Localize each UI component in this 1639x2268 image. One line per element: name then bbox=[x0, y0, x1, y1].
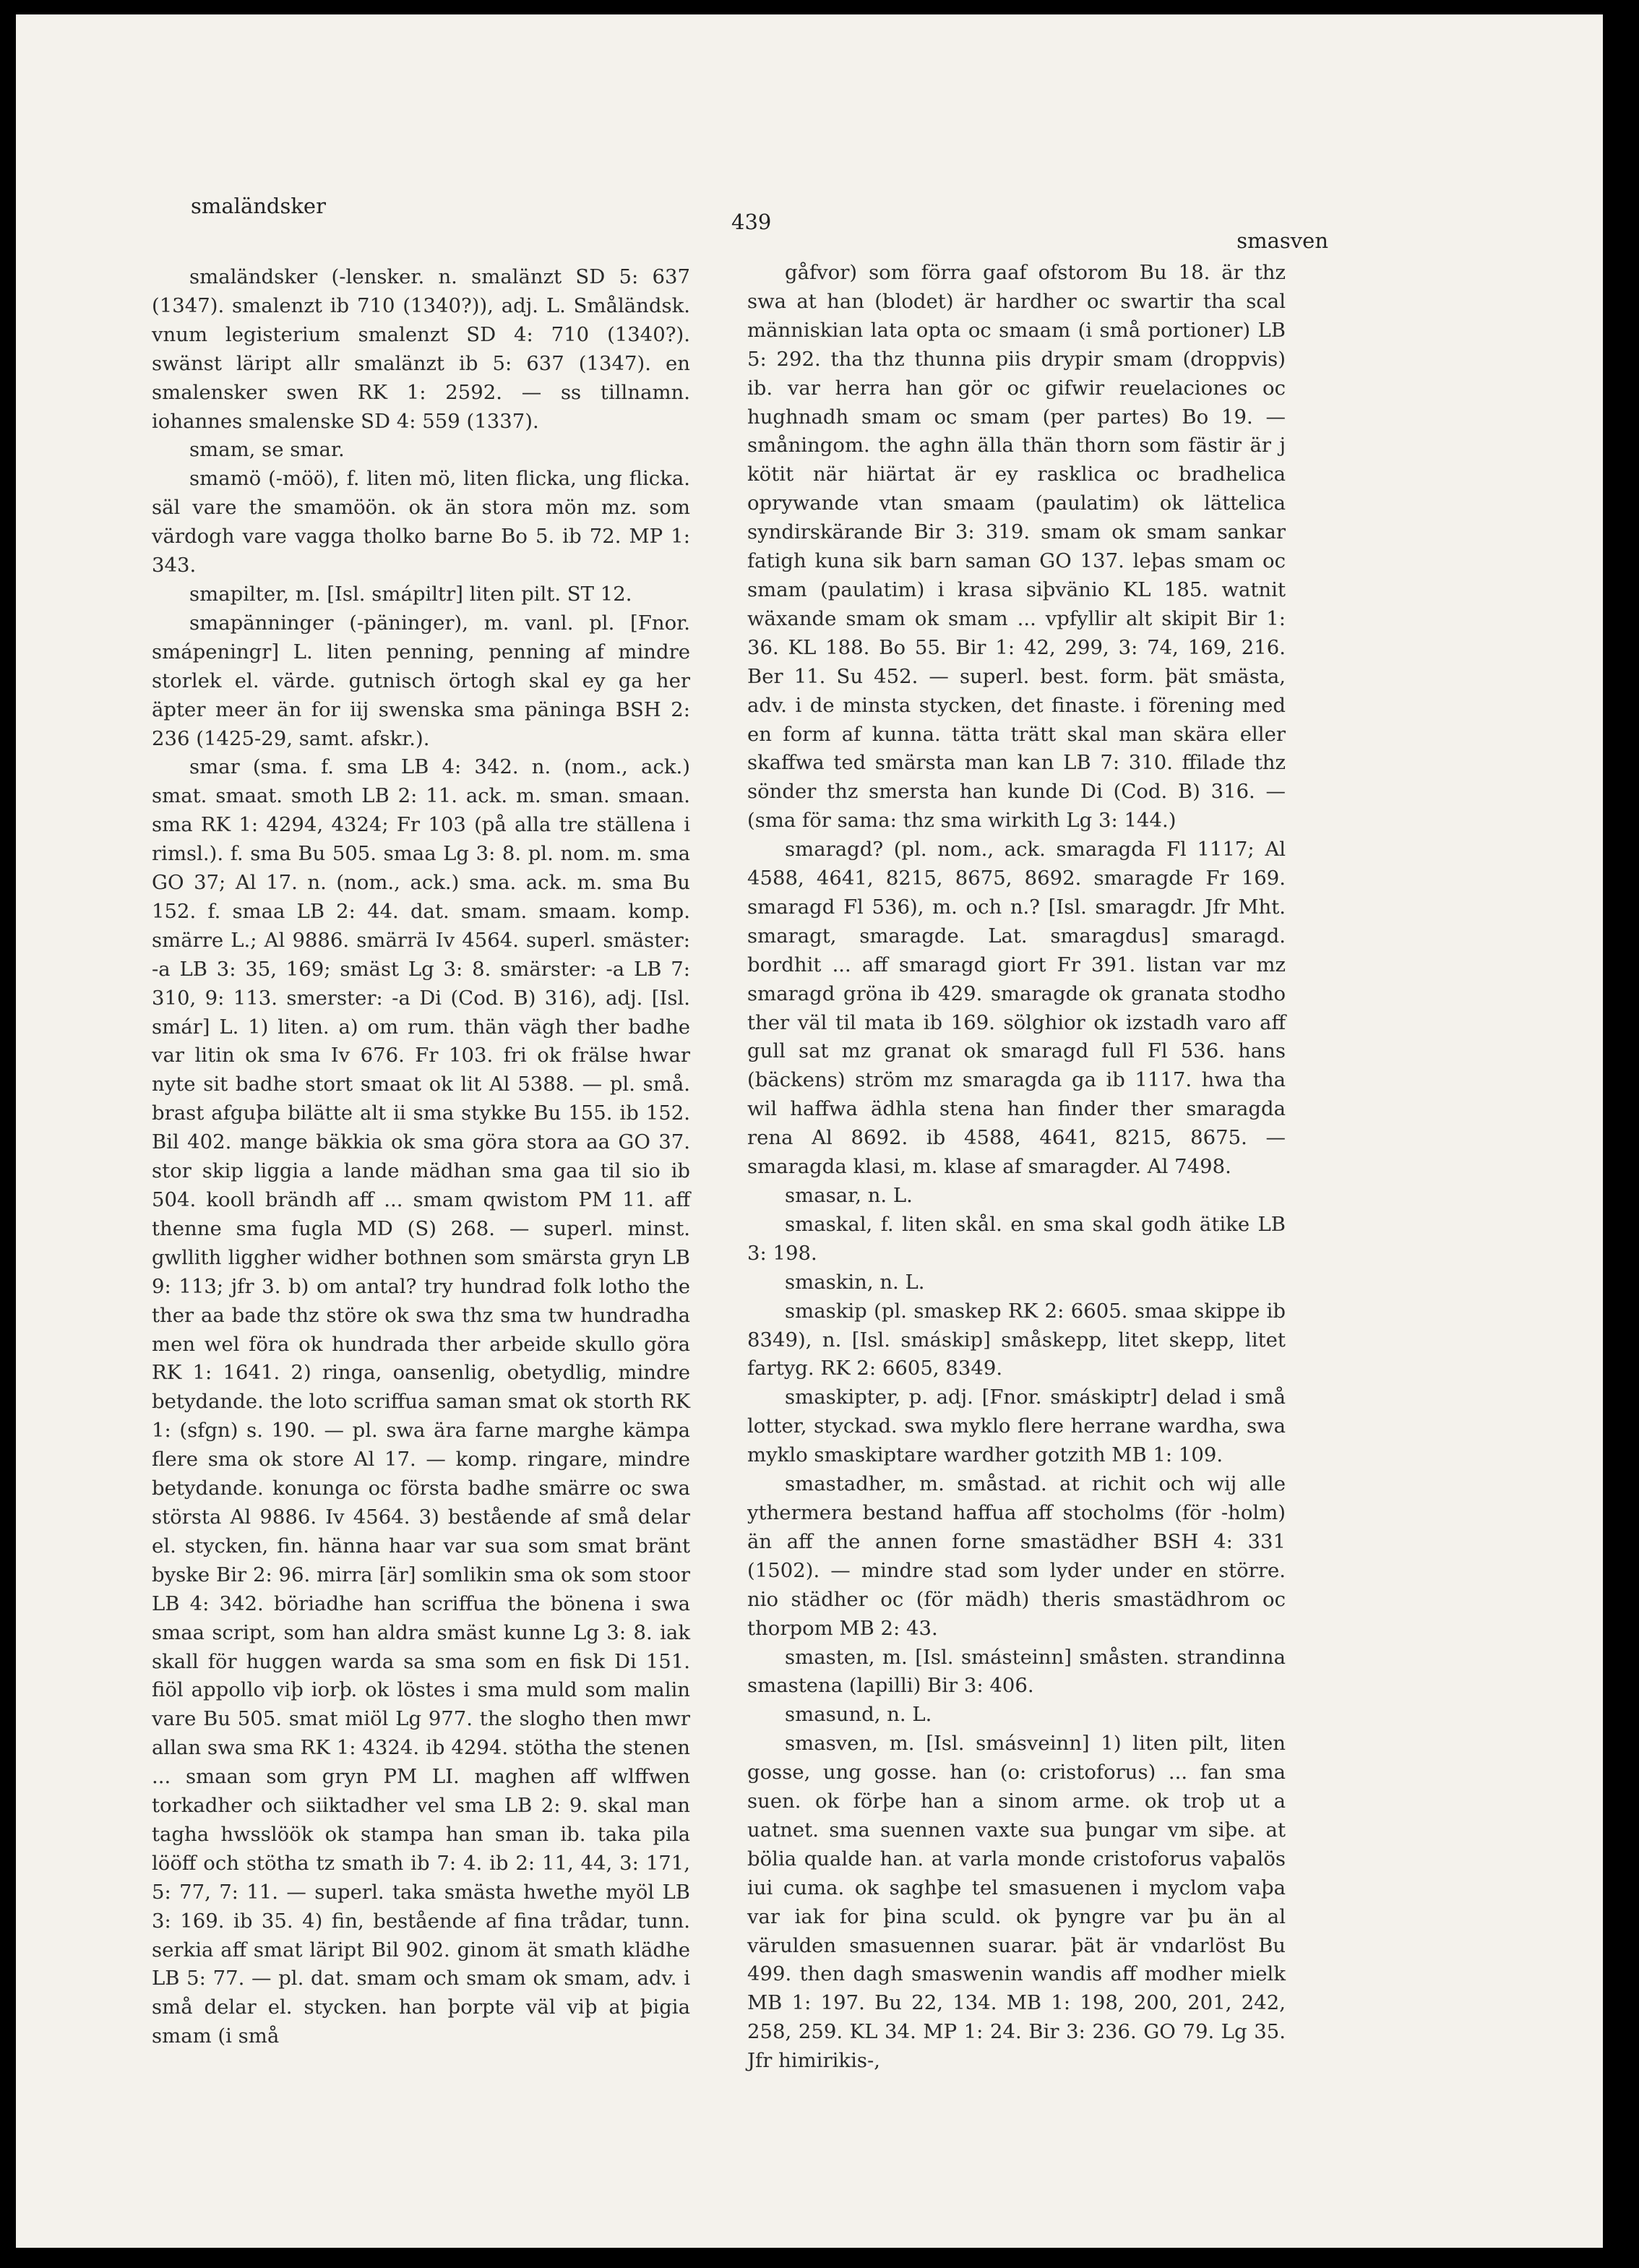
dictionary-entry: smaragd? (pl. nom., ack. smaragda Fl 1117; Al 4588, 4641, 8215, 8675, 8692. smaragde Fr 169. smaragd Fl 536), m. och n.? [Isl. smaragdr. Jfr Mht. smaragt, smaragde. Lat. smaragdus] smaragd. bordhit ... aff smaragd giort Fr 391. listan var mz smaragd gröna ib 429. smaragde ok granata stodho ther väl til mata ib 169. sölghior ok izstadh varo aff gull sat mz granat ok smaragd full Fl 536. hans (bäckens) ström mz smaragda ga ib 1117. hwa tha wil haffwa ädhla stena han finder ther smaragda rena Al 8692. ib 4588, 4641, 8215, 8675. — smaragda klasi, m. klase af smaragder. Al 7498. bbox=[747, 838, 1286, 1179]
dictionary-entry: smamö (-möö), f. liten mö, liten flicka, ung flicka. säl vare the smamöön. ok än stora mön mz. som värdogh vare vagga tholko barne Bo 5. ib 72. MP 1: 343. bbox=[152, 467, 690, 577]
running-head-left: smaländsker bbox=[191, 194, 326, 218]
dictionary-entry: smar (sma. f. sma LB 4: 342. n. (nom., ack.) smat. smaat. smoth LB 2: 11. ack. m. sman. smaan. sma RK 1: 4294, 4324; Fr 103 (på alla tre ställena i rimsl.). f. sma Bu 505. smaa Lg 3: 8. pl. nom. m. sma GO 37; Al 17. n. (nom., ack.) sma. ack. m. sma Bu 152. f. smaa LB 2: 44. dat. smam. smaam. komp. smärre L.; Al 9886. smärrä Iv 4564. superl. smäster: -a LB 3: 35, 169; smäst Lg 3: 8. smärster: -a LB 7: 310, 9: 113. smerster: -a Di (Cod. B) 316), adj. [Isl. smár] L. 1) liten. a) om rum. thän vägh ther badhe var litin ok sma Iv 676. Fr 103. fri ok frälse hwar nyte sit badhe stort smaat ok lit Al 5388. — pl. små. brast afguþa bilätte alt ii sma stykke Bu 155. ib 152. Bil 402. mange bäkkia ok sma göra stora aa GO 37. stor skip liggia a lande mädhan sma gaa til sio ib 504. kooll brändh aff ... smam qwistom PM 11. aff thenne sma fugla MD (S) 268. — superl. minst. gwllith liggher widher bothnen som smärsta gryn LB 9: 113; jfr 3. b) om antal? try hundrad folk lotho the ther aa bade thz störe ok swa thz sma tw hundradha men wel föra ok hundrada ther arbeide skullo göra RK 1: 1641. 2) ringa, oansenlig, obetydlig, mindre betydande. the loto scriffua saman smat ok storth RK 1: (sfgn) s. 190. — pl. swa ära farne marghe kämpa flere sma ok store Al 17. — komp. ringare, mindre betydande. konunga oc första badhe smärre oc swa största Al 9886. Iv 4564. 3) bestående af små delar el. stycken, fin. hänna haar var sua som smat bränt byske Bir 2: 96. mirra [är] somlikin sma ok som stoor LB 4: 342. böriadhe han scriffua the bönena i swa smaa script, som han aldra smäst kunne Lg 3: 8. iak skall för huggen warda sa sma som en fisk Di 151. fiöl appollo viþ iorþ. ok löstes i sma muld som malin vare Bu 505. smat miöl Lg 977. the slogho then mwr allan swa sma RK 1: 4324. ib 4294. stötha the stenen ... smaan som gryn PM LI. maghen aff wlffwen torkadher och siiktadher vel sma LB 2: 9. skal man tagha hwsslöök ok stampa han sman ib. taka pila lööff och stötha tz smath ib 7: 4. ib 2: 11, 44, 3: 171, 5: 77, 7: 11. — superl. taka smästa hwethe myöl LB 3: 169. ib 35. 4) fin, bestående af fina trådar, tunn. serkia aff smat läript Bil 902. ginom ät smath klädhe LB 5: 77. — pl. dat. smam och smam ok smam, adv. i små delar el. stycken. han þorpte väl viþ at þigia smam (i små bbox=[152, 755, 690, 2048]
dictionary-entry: gåfvor) som förra gaaf ofstorom Bu 18. är thz swa at han (blodet) är hardher oc swartir tha scal människian lata opta oc smaam (i små portioner) LB 5: 292. tha thz thunna piis drypir smam (droppvis) ib. var herra han gör oc gifwir reuelaciones oc hughnadh smam oc smam (per partes) Bo 19. — småningom. the aghn älla thän thorn som fästir är j kötit när hiärtat är ey rasklica oc bradhelica oprywande vtan smaam (paulatim) ok lättelica syndirskärande Bir 3: 319. smam ok smam sankar fatigh kuna sik barn saman GO 137. leþas smam oc smam (paulatim) i krasa siþvänio KL 185. watnit wäxande smam ok smam ... vpfyllir alt skipit Bir 1: 36. KL 188. Bo 55. Bir 1: 42, 299, 3: 74, 169, 216. Ber 11. Su 452. — superl. best. form. þät smästa, adv. i de minsta stycken, det finaste. i förening med en form af kunna. tätta trätt skal man skära eller skaffwa ted smärsta man kan LB 7: 310. ffilade thz sönder thz smersta han kunde Di (Cod. B) 316. — (sma för sama: thz sma wirkith Lg 3: 144.) bbox=[747, 261, 1286, 833]
page-number: 439 bbox=[731, 210, 772, 234]
dictionary-entry: smaskin, n. L. bbox=[785, 1270, 925, 1294]
dictionary-entry: smasven, m. [Isl. smásveinn] 1) liten pilt, liten gosse, ung gosse. han (o: cristoforus) ... fan sma suen. ok förþe han a sinom arme. ok troþ ut a uatnet. sma suennen vaxte sua þungar vm siþe. at bölia qualde han. at varla monde cristoforus vaþalös iui cuma. ok saghþe tel smasuenen i myclom vaþa var iak for þina sculd. ok þyngre var þu än al värulden smasuennen suarar. þät är vndarlöst Bu 499. then dagh smaswenin wandis aff modher mielk MB 1: 197. Bu 22, 134. MB 1: 198, 200, 201, 242, 258, 259. KL 34. MP 1: 24. Bir 3: 236. GO 79. Lg 35. Jfr himirikis-, bbox=[747, 1732, 1286, 2073]
running-head-right: smasven bbox=[1236, 228, 1328, 253]
left-column bbox=[152, 263, 690, 2051]
dictionary-entry: smapilter, m. [Isl. smápiltr] liten pilt. ST 12. bbox=[189, 582, 632, 606]
right-column bbox=[747, 259, 1286, 2076]
dictionary-entry: smapänninger (-päninger), m. vanl. pl. [Fnor. smápeningr] L. liten penning, penning af mindre storlek el. värde. gutnisch örtogh skal ey ga her äpter meer än for iij swenska sma päninga BSH 2: 236 (1425-29, samt. afskr.). bbox=[152, 611, 690, 750]
dictionary-entry: smasar, n. L. bbox=[785, 1184, 913, 1207]
dictionary-entry: smaskipter, p. adj. [Fnor. smáskiptr] delad i små lotter, styckad. swa myklo flere herrane wardha, swa myklo smaskiptare wardher gotzith MB 1: 109. bbox=[747, 1386, 1286, 1467]
dictionary-entry: smasund, n. L. bbox=[785, 1703, 932, 1727]
dictionary-entry: smam, se smar. bbox=[189, 438, 345, 462]
dictionary-entry: smaländsker (-lensker. n. smalänzt SD 5: 637 (1347). smalenzt ib 710 (1340?)), adj. L. Småländsk. vnum legisterium smalenzt SD 4: 710 (1340?). swänst läript allr smalänzt ib 5: 637 (1347). en smalensker swen RK 1: 2592. — ss tillnamn. iohannes smalenske SD 4: 559 (1337). bbox=[152, 265, 690, 433]
dictionary-entry: smasten, m. [Isl. smásteinn] småsten. strandinna smastena (lapilli) Bir 3: 406. bbox=[747, 1645, 1286, 1698]
dictionary-entry: smastadher, m. småstad. at richit och wij alle ythermera bestand haffua aff stocholms (för -holm) än aff the annen forne smastädher BSH 4: 331 (1502). — mindre stad som lyder under en större. nio städher oc (för mädh) theris smastädhrom oc thorpom MB 2: 43. bbox=[747, 1472, 1286, 1640]
dictionary-entry: smaskal, f. liten skål. en sma skal godh ätike LB 3: 198. bbox=[747, 1212, 1286, 1265]
dictionary-entry: smaskip (pl. smaskep RK 2: 6605. smaa skippe ib 8349), n. [Isl. smáskip] småskepp, litet skepp, litet fartyg. RK 2: 6605, 8349. bbox=[747, 1299, 1286, 1380]
